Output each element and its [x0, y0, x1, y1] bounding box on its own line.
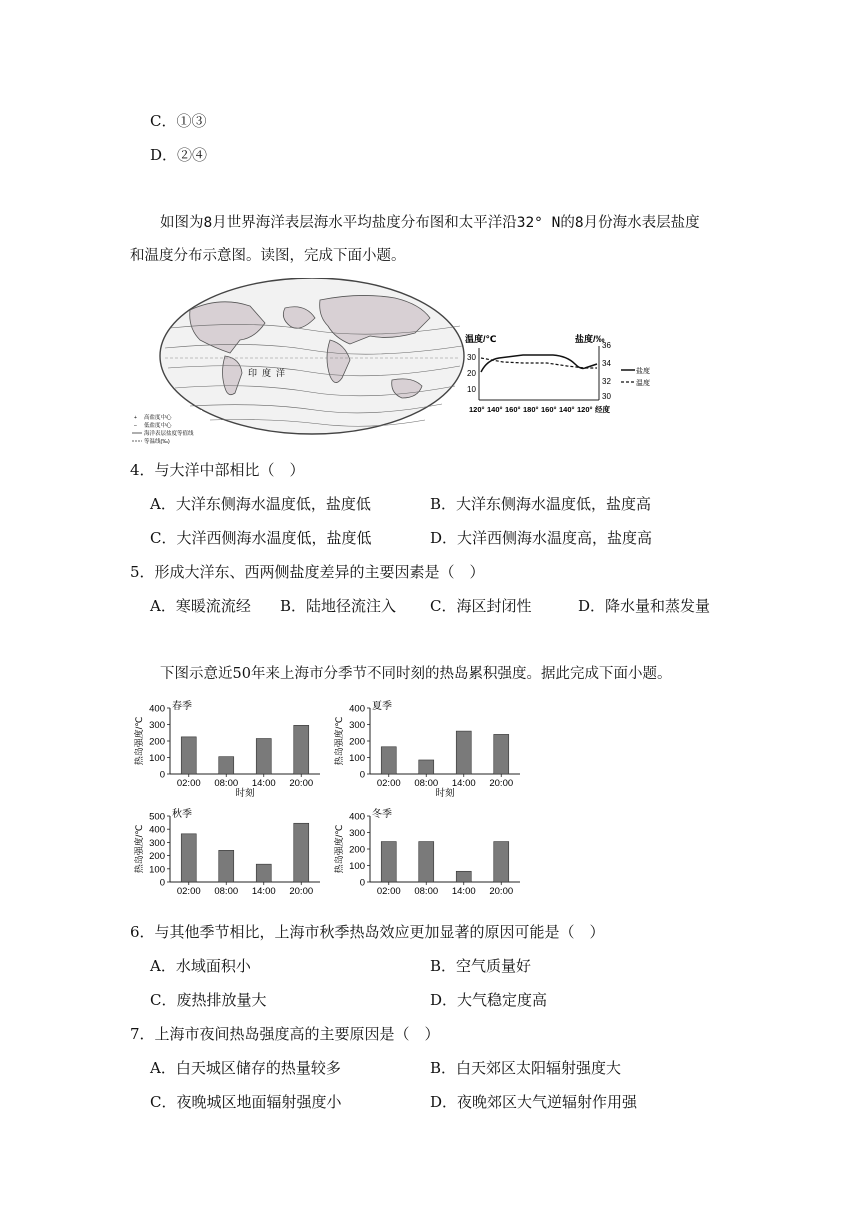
map-legend-item: 高盐度中心: [144, 415, 172, 421]
y-tick-label: 0: [359, 877, 365, 889]
bar: [494, 842, 509, 882]
profile-legend-temperature: 温度: [636, 380, 650, 387]
y-tick-label: 100: [149, 753, 165, 764]
bar: [456, 871, 471, 882]
x-tick-label: 14:00: [451, 778, 476, 789]
y-tick-label: 0: [359, 769, 365, 781]
profile-x-tick: 160°: [505, 405, 521, 414]
profile-temperature-line: [481, 358, 597, 368]
y-axis-label: 热岛强度/℃: [134, 824, 144, 874]
y-tick-label: 200: [349, 844, 365, 856]
profile-x-tick: 140°: [487, 405, 503, 414]
x-tick-label: 20:00: [289, 778, 314, 789]
question-7-option-b: B．白天郊区太阳辐射强度大: [430, 1059, 622, 1077]
map-label-yang: 洋: [276, 368, 286, 378]
bar: [381, 842, 396, 882]
x-axis-label: 时刻: [435, 788, 455, 799]
question-5-option-b: B．陆地径流注入: [280, 597, 397, 615]
profile-y-left-label: 温度/℃: [465, 334, 497, 344]
bar: [219, 850, 234, 882]
option-label: D．: [150, 146, 178, 164]
x-tick-label: 08:00: [414, 886, 439, 894]
intro-paragraph-line2: 和温度分布示意图。读图，完成下面小题。: [130, 248, 406, 264]
question-4-option-d: D．大洋西侧海水温度高，盐度高: [430, 529, 653, 547]
profile-x-tick: 160°: [541, 405, 557, 414]
profile-right-tick: 32: [602, 377, 611, 386]
world-salinity-map: [130, 278, 465, 448]
profile-x-unit: 经度: [595, 405, 610, 414]
y-tick-label: 400: [349, 811, 365, 823]
x-tick-label: 20:00: [489, 886, 514, 894]
y-tick-label: 0: [159, 769, 165, 781]
x-tick-label: 08:00: [414, 778, 439, 789]
option-text: ①③: [176, 112, 207, 130]
y-tick-label: 300: [349, 828, 365, 839]
profile-x-tick: 120°: [577, 405, 593, 414]
intro-paragraph-line1: 如图为8月世界海洋表层海水平均盐度分布图和太平洋沿32° N的8月份海水表层盐度: [160, 215, 700, 231]
y-tick-label: 400: [149, 703, 165, 715]
profile-right-tick: 36: [602, 341, 611, 350]
x-tick-label: 14:00: [251, 778, 276, 789]
y-tick-label: 200: [149, 851, 165, 863]
y-tick-label: 500: [149, 811, 165, 823]
bar: [494, 734, 509, 774]
map-legend-item: 等温线(‰): [144, 439, 170, 445]
bar: [181, 737, 196, 774]
x-tick-label: 14:00: [451, 886, 476, 894]
y-tick-label: 200: [149, 736, 165, 748]
x-tick-label: 02:00: [176, 886, 201, 894]
chart-title: 夏季: [372, 701, 392, 712]
question-4-option-b: B．大洋东侧海水温度低，盐度高: [430, 495, 652, 513]
profile-legend-salinity: 盐度: [636, 368, 650, 375]
y-axis-label: 热岛强度/℃: [134, 716, 144, 766]
question-5-option-a: A．寒暖流流经: [150, 597, 251, 615]
salinity-temperature-profile: [463, 326, 653, 416]
y-axis-label: 热岛强度/℃: [334, 824, 344, 874]
x-axis-label: 时刻: [235, 788, 255, 799]
x-tick-label: 08:00: [214, 886, 239, 894]
map-legend-item: 海洋表层盐度等值线: [144, 431, 194, 437]
profile-y-right-label: 盐度/‰: [575, 334, 605, 344]
y-tick-label: 400: [349, 703, 365, 715]
bar: [294, 823, 309, 882]
profile-salinity-line: [481, 355, 597, 372]
y-tick-label: 300: [149, 837, 165, 849]
map-label-du: 度: [262, 368, 272, 378]
option-d-prev: [150, 145, 207, 165]
option-c-prev: [150, 111, 207, 131]
x-tick-label: 14:00: [251, 886, 276, 894]
question-5-option-c: C．海区封闭性: [430, 597, 532, 615]
bar: [181, 834, 196, 882]
profile-x-tick: 140°: [559, 405, 575, 414]
chart-title: 冬季: [372, 809, 392, 820]
option-text: ②④: [177, 146, 208, 164]
profile-x-tick: 180°: [523, 405, 539, 414]
profile-right-tick: 30: [602, 392, 611, 401]
profile-left-tick: 10: [467, 385, 476, 394]
question-6-option-c: C．废热排放量大: [150, 991, 267, 1009]
question-4-option-a: A．大洋东侧海水温度低，盐度低: [150, 495, 371, 513]
question-7-option-c: C．夜晚城区地面辐射强度小: [150, 1093, 342, 1111]
profile-right-tick: 34: [602, 359, 611, 368]
question-6-stem: 6．与其他季节相比，上海市秋季热岛效应更加显著的原因可能是（ ）: [130, 923, 605, 941]
legend-symbol-minus: –: [134, 423, 137, 429]
profile-x-tick: 120°: [469, 405, 485, 414]
option-label: C．: [150, 112, 177, 130]
intro-paragraph-2: 下图示意近50年来上海市分季节不同时刻的热岛累积强度。据此完成下面小题。: [160, 666, 672, 682]
bar: [294, 725, 309, 774]
y-tick-label: 100: [349, 861, 365, 872]
bar: [256, 739, 271, 774]
bar: [256, 864, 271, 882]
question-4-option-c: C．大洋西侧海水温度低，盐度低: [150, 529, 372, 547]
bar: [419, 760, 434, 774]
map-label-yin: 印: [248, 368, 258, 378]
y-tick-label: 300: [349, 720, 365, 731]
chart-title: 春季: [172, 701, 192, 712]
y-tick-label: 200: [349, 736, 365, 748]
bar: [456, 731, 471, 774]
question-4-stem: 4．与大洋中部相比（ ）: [130, 461, 305, 479]
question-7-stem: 7．上海市夜间热岛强度高的主要原因是（ ）: [130, 1025, 440, 1043]
y-tick-label: 300: [149, 720, 165, 731]
question-6-option-a: A．水域面积小: [150, 957, 251, 975]
profile-left-tick: 30: [467, 353, 476, 362]
x-tick-label: 08:00: [214, 778, 239, 789]
chart-title: 秋季: [172, 809, 192, 820]
legend-symbol-plus: +: [134, 415, 137, 421]
y-tick-label: 400: [149, 824, 165, 836]
x-tick-label: 02:00: [176, 778, 201, 789]
question-7-option-d: D．夜晚郊区大气逆辐射作用强: [430, 1093, 638, 1111]
question-5-option-d: D．降水量和蒸发量: [578, 597, 711, 615]
bar: [419, 842, 434, 882]
y-axis-label: 热岛强度/℃: [334, 716, 344, 766]
question-6-option-d: D．大气稳定度高: [430, 991, 548, 1009]
question-7-option-a: A．白天城区储存的热量较多: [150, 1059, 341, 1077]
map-legend-item: 低盐度中心: [144, 423, 172, 429]
y-tick-label: 100: [149, 864, 165, 876]
x-tick-label: 02:00: [376, 778, 401, 789]
question-6-option-b: B．空气质量好: [430, 957, 532, 975]
y-tick-label: 0: [159, 877, 165, 889]
bar: [219, 757, 234, 774]
y-tick-label: 100: [349, 753, 365, 764]
bar: [381, 747, 396, 774]
x-tick-label: 02:00: [376, 886, 401, 894]
x-tick-label: 20:00: [289, 886, 314, 894]
heat-island-charts: [130, 694, 530, 894]
x-tick-label: 20:00: [489, 778, 514, 789]
question-5-stem: 5．形成大洋东、西两侧盐度差异的主要因素是（ ）: [130, 563, 485, 581]
profile-left-tick: 20: [467, 369, 476, 378]
